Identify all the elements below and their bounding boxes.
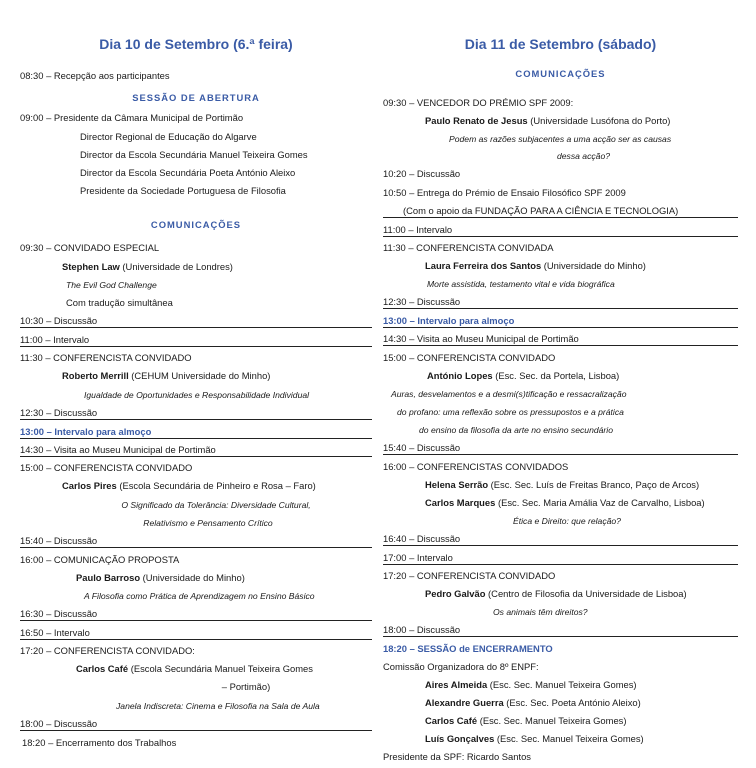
- talk-title: do ensino da filosofia da arte no ensino secundário: [419, 425, 613, 435]
- speaker-line: Carlos Pires (Escola Secundária de Pinheiro e Rosa – Faro): [62, 480, 316, 491]
- section-communications-header: COMUNICAÇÕES: [515, 68, 606, 79]
- schedule-item: Com tradução simultânea: [66, 297, 173, 308]
- schedule-item: Presidente da Sociedade Portuguesa de Filosofia: [80, 185, 286, 196]
- schedule-item: 16:30 – Discussão: [20, 608, 372, 621]
- talk-title: Ética e Direito: que relação?: [513, 516, 621, 526]
- day-1-title: Dia 10 de Setembro (6.ª feira): [99, 36, 293, 52]
- schedule-item: 15:00 – CONFERENCISTA CONVIDADO: [383, 352, 556, 363]
- schedule-item: 11:00 – Intervalo: [20, 334, 372, 347]
- schedule-item: 12:30 – Discussão: [20, 407, 372, 420]
- schedule-item: 11:30 – CONFERENCISTA CONVIDADA: [383, 242, 554, 253]
- committee-member: Luís Gonçalves (Esc. Sec. Manuel Teixeira Gomes): [425, 733, 644, 744]
- speaker-line: Roberto Merrill (CEHUM Universidade do Minho): [62, 370, 271, 381]
- schedule-item: 16:50 – Intervalo: [20, 627, 372, 640]
- schedule-item: 09:30 – CONVIDADO ESPECIAL: [20, 242, 160, 253]
- schedule-item: 09:30 – VENCEDOR DO PRÉMIO SPF 2009:: [383, 97, 574, 108]
- speaker-line: Stephen Law (Universidade de Londres): [62, 261, 233, 272]
- schedule-item: Director da Escola Secundária Manuel Teixeira Gomes: [80, 149, 308, 160]
- section-communications-header: COMUNICAÇÕES: [150, 219, 242, 230]
- schedule-item: 18:20 – Encerramento dos Trabalhos: [22, 737, 177, 748]
- lunch-break: 13:00 – Intervalo para almoço: [20, 426, 372, 439]
- closing-session: 18:20 – SESSÃO de ENCERRAMENTO: [383, 643, 553, 654]
- schedule-item: 10:20 – Discussão: [383, 168, 461, 179]
- speaker-line: Carlos Marques (Esc. Sec. Maria Amália Vaz de Carvalho, Lisboa): [425, 497, 705, 508]
- speaker-line: Paulo Barroso (Universidade do Minho): [76, 572, 245, 583]
- speaker-affiliation: – Portimão): [221, 681, 271, 692]
- speaker-line: Laura Ferreira dos Santos (Universidade do Minho): [425, 260, 646, 271]
- schedule-item: 14:30 – Visita ao Museu Municipal de Portimão: [20, 444, 372, 457]
- talk-title: A Filosofia como Prática de Aprendizagem no Ensino Básico: [84, 591, 315, 601]
- schedule-item: 16:40 – Discussão: [383, 533, 738, 546]
- schedule-item: 11:00 – Intervalo: [383, 224, 738, 237]
- talk-title: The Evil God Challenge: [66, 280, 157, 290]
- schedule-item: 15:40 – Discussão: [383, 442, 738, 455]
- committee-member: Alexandre Guerra (Esc. Sec. Poeta António Aleixo): [425, 697, 641, 708]
- schedule-item: 08:30 – Recepção aos participantes: [20, 70, 170, 81]
- schedule-item: 10:30 – Discussão: [20, 315, 372, 328]
- schedule-item: (Com o apoio da FUNDAÇÃO PARA A CIÊNCIA E TECNOLOGIA): [383, 205, 738, 218]
- lunch-break: 13:00 – Intervalo para almoço: [383, 315, 738, 328]
- talk-title: O Significado da Tolerância: Diversidade Cultural,: [121, 500, 311, 510]
- schedule-item: 09:00 – Presidente da Câmara Municipal de Portimão: [20, 112, 244, 123]
- schedule-item: Director Regional de Educação do Algarve: [80, 131, 257, 142]
- talk-title: Janela Indiscreta: Cinema e Filosofia na Sala de Aula: [116, 701, 320, 711]
- schedule-item: 18:00 – Discussão: [383, 624, 738, 637]
- schedule-item: 14:30 – Visita ao Museu Municipal de Portimão: [383, 333, 738, 346]
- committee-member: Carlos Café (Esc. Sec. Manuel Teixeira Gomes): [425, 715, 627, 726]
- schedule-item: 10:50 – Entrega do Prémio de Ensaio Filosófico SPF 2009: [383, 187, 626, 198]
- schedule-item: 17:20 – CONFERENCISTA CONVIDADO: [383, 570, 556, 581]
- speaker-line: Pedro Galvão (Centro de Filosofia da Universidade de Lisboa): [425, 588, 687, 599]
- talk-title: Podem as razões subjacentes a uma acção ser as causas: [449, 134, 672, 144]
- schedule-item: 17:00 – Intervalo: [383, 552, 738, 565]
- committee-heading: Comissão Organizadora do 8º ENPF:: [383, 661, 539, 672]
- schedule-item: Director da Escola Secundária Poeta António Aleixo: [80, 167, 296, 178]
- spf-president: Presidente da SPF: Ricardo Santos: [383, 751, 531, 762]
- talk-title: Relativismo e Pensamento Crítico: [143, 518, 273, 528]
- schedule-item: 12:30 – Discussão: [383, 296, 738, 309]
- schedule-item: 16:00 – CONFERENCISTAS CONVIDADOS: [383, 461, 569, 472]
- speaker-line: Carlos Café (Escola Secundária Manuel Teixeira Gomes: [76, 663, 313, 674]
- talk-title: dessa acção?: [556, 151, 611, 161]
- schedule-item: 16:00 – COMUNICAÇÃO PROPOSTA: [20, 554, 180, 565]
- schedule-item: 18:00 – Discussão: [20, 718, 372, 731]
- talk-title: Igualdade de Oportunidades e Responsabilidade Individual: [84, 390, 310, 400]
- speaker-line: António Lopes (Esc. Sec. da Portela, Lisboa): [427, 370, 620, 381]
- speaker-line: Helena Serrão (Esc. Sec. Luís de Freitas Branco, Paço de Arcos): [425, 479, 700, 490]
- talk-title: do profano: uma reflexão sobre os pressupostos e a prática: [397, 407, 624, 417]
- talk-title: Os animais têm direitos?: [493, 607, 588, 617]
- talk-title: Auras, desvelamentos e a desmi(s)tificação e ressacralização: [391, 389, 627, 399]
- speaker-line: Paulo Renato de Jesus (Universidade Lusófona do Porto): [425, 115, 671, 126]
- schedule-item: 15:40 – Discussão: [20, 535, 372, 548]
- talk-title: Morte assistida, testamento vital e vida biográfica: [427, 279, 615, 289]
- schedule-item: 15:00 – CONFERENCISTA CONVIDADO: [20, 462, 193, 473]
- committee-member: Aires Almeida (Esc. Sec. Manuel Teixeira Gomes): [425, 679, 637, 690]
- day-2-title: Dia 11 de Setembro (sábado): [464, 36, 657, 52]
- section-opening-header: SESSÃO DE ABERTURA: [132, 92, 260, 103]
- schedule-item: 17:20 – CONFERENCISTA CONVIDADO:: [20, 645, 195, 656]
- schedule-item: 11:30 – CONFERENCISTA CONVIDADO: [20, 352, 192, 363]
